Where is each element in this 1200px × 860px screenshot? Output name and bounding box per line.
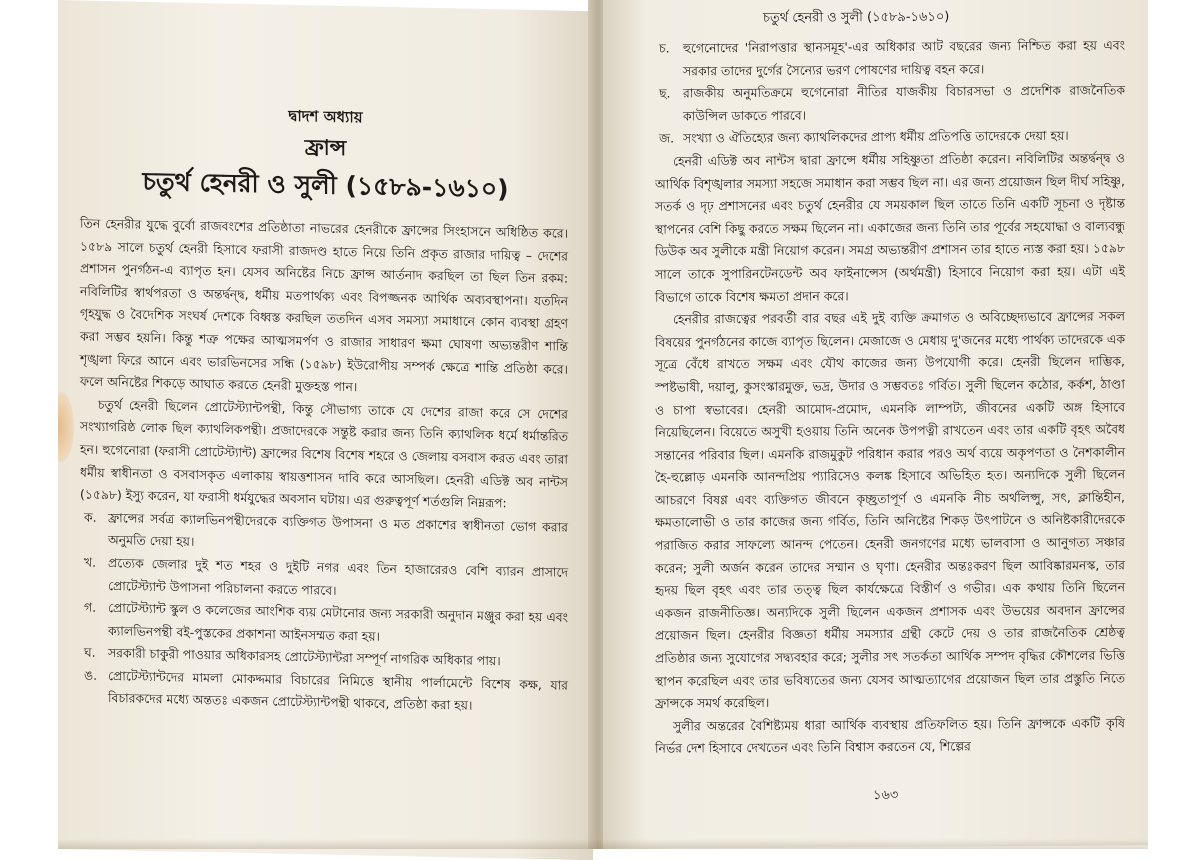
list-marker: জ. (659, 130, 675, 146)
left-body-text (80, 212, 568, 719)
list-item-text: প্রোটেস্ট্যান্টদের মামলা মোকদ্দমার বিচারের নিমিত্তে স্থানীয় পার্লামেন্টে বিশেষ কক্ষ, যার বিচারকদের মধ্যে অন্ততঃ একজন প্রোটেস্ট্যান্টপন্থী থাকবে, প্রতিষ্ঠা করা হয়। (108, 667, 568, 714)
list-marker: ছ. (659, 85, 671, 101)
list-item (655, 125, 1125, 151)
list-marker: ঙ. (84, 667, 98, 683)
chapter-title: চতুর্থ হেনরী ও সুলী (১৫৮৯-১৬১০) (142, 166, 509, 204)
list-marker: খ. (84, 554, 97, 570)
book-spread (58, 0, 1148, 849)
list-item-text: ফ্রান্সের সর্বত্র ক্যালভিনপন্থীদেরকে ব্যক্তিগত উপাসনা ও মত প্রকাশের স্বাধীনতা ভোগ করার অনুমতি দেয়া হয়। (108, 509, 568, 550)
chapter-number: দ্বাদশ অধ্যায় (288, 106, 363, 127)
list-item (655, 80, 1125, 128)
left-page (58, 0, 593, 860)
paragraph: সুলীর অন্তরের বৈশিষ্ট্যময় ধারা আর্থিক ব্যবস্থায় প্রতিফলিত হয়। তিনি ফ্রান্সকে একটি কৃষি নির্ভর দেশ হিসাবে দেখতেন এবং তিনি বিশ্বাস করতেন যে, শিল্পের (655, 715, 1125, 757)
list-marker: গ. (84, 599, 97, 615)
list-item-text: সংখ্যা ও ঐতিহ্যের জন্য ক্যাথলিকদের প্রাপ্য ধর্মীয় প্রতিপত্তি তাদেরকে দেয়া হয়। (683, 128, 1069, 146)
list-item-text: প্রোটেস্ট্যান্ট স্কুল ও কলেজের আংশিক ব্যয় মেটানোর জন্য সরকারী অনুদান মঞ্জুর করা হয় এবং ক্যালভিনপন্থী বই-পুস্তকের প্রকাশনা আইনসম্মত করা হয়। (108, 600, 568, 644)
list-marker: চ. (659, 40, 670, 56)
edict-clauses-list-continued (655, 34, 1125, 150)
chapter-country: ফ্রান্স (304, 135, 347, 161)
edict-clauses-list (80, 506, 568, 720)
right-page (603, 0, 1148, 849)
page-number: ১৬৩ (873, 787, 899, 804)
list-item-text: প্রত্যেক জেলার দুই শত শহর ও দুইটি নগর এবং তিন হাজারেরও বেশি ব্যারন প্রাসাদে প্রোটেস্ট্যান্ট উপাসনা পরিচালনা করতে পারবে। (108, 554, 568, 598)
paragraph: হেনরী এডিক্ট অব নান্টস দ্বারা ফ্রান্সে ধর্মীয় সহিষ্ণুতা প্রতিষ্ঠা করেন। নবিলিটির অন্তর্দ্বন্দ্ব ও আর্থিক বিশৃঙ্খলার সমস্যা সহজে সমাধান করা সম্ভব ছিল না। এর জন্য প্রয়োজন ছিল দীর্ঘ সহিষ্ণু, সতর্ক ও দৃঢ় প্রশাসনের এবং চতুর্থ হেনরীর যে সময়কাল ছিল তাতে তিনি একটি সূচনা ও দৃষ্টান্ত স্থাপনের বেশি কিছু করতে সক্ষম ছিলেন না। একাজের জন্য তিনি তার পূর্বের সহযোদ্ধা ও বাল্যবন্ধু ডিউক অব সুলীকে মন্ত্রী নিয়োগ করেন। সমগ্র অভ্যন্তরীণ প্রশাসন তার হাতে ন্যস্ত করা হয়। ১৫৯৮ সালে তাকে সুপারিনটেনডেন্ট অব ফাইনান্সেস (অর্থমন্ত্রী) হিসাবে নিয়োগ করা হয়। এটা এই বিভাগে তাকে বিশেষ ক্ষমতা প্রদান করে। (655, 150, 1125, 305)
list-item-text: সরকারী চাকুরী পাওয়ার অধিকারসহ প্রোটেস্ট্যান্টরা সম্পূর্ণ নাগরিক অধিকার পায়। (108, 645, 501, 669)
paragraph: তিন হেনরীর যুদ্ধে বুর্বো রাজবংশের প্রতিষ্ঠাতা নাভরের হেনরীকে ফ্রান্সের সিংহাসনে অধিষ্ঠিত করে। ১৫৮৯ সালে চতুর্থ হেনরী হিসাবে ফরাসী রাজদণ্ড হাতে নিয়ে তিনি প্রকৃত রাজার দায়িত্ব – দেশের প্রশাসন পুনর্গঠন-এ ব্যাপৃত হন। যেসব অনিষ্টের নিচে ফ্রান্স আর্তনাদ করছিল তা ছিল তিন রকম: নবিলিটির স্বার্থপরতা ও অন্তর্দ্বন্দ্ব, ধর্মীয় মতপার্থক্য এবং বিপজ্জনক আর্থিক অব্যবস্থাপনা। যতদিন গৃহযুদ্ধ ও বৈদেশিক সংঘর্ষ দেশকে বিধ্বস্ত করছিল ততদিন এসব সমস্যা সমাধানে কোন ব্যবস্থা গ্রহণ করা সম্ভব হয়নি। কিন্তু শত্রু পক্ষের আত্মসমর্পণ ও রাজার সাধারণ ক্ষমা ঘোষণা অভ্যন্তরীণ শান্তি শৃঙ্খলা ফিরে আনে এবং ভারভিনসের সন্ধি (১৫৯৮) ইউরোপীয় সম্পর্ক ক্ষেত্রে শান্তি প্রতিষ্ঠা করে। ফলে অনিষ্টের শিকড়ে আঘাত করতে হেনরী মুক্তহস্ত পান। (80, 215, 568, 395)
right-body-text (655, 34, 1125, 760)
list-item (655, 34, 1125, 82)
list-marker: ঘ. (84, 644, 96, 661)
list-marker: ক. (84, 509, 97, 525)
list-item (80, 664, 568, 719)
list-item-text: হুগেনোদের 'নিরাপত্তার স্থানসমূহ'-এর অধিকার আট বছরের জন্য নিশ্চিত করা হয় এবং সরকার তাদের দুর্গের সৈন্যের ভরণ পোষণের দায়িত্ব বহন করে। (683, 37, 1125, 79)
paragraph: হেনরীর রাজত্বের পরবর্তী বার বছর এই দুই ব্যক্তি ক্রমাগত ও অবিচ্ছেদ্যভাবে ফ্রান্সের সকল বিষয়ের পুনর্গঠনের কাজে ব্যাপৃত ছিলেন। মেজাজে ও মেধায় দু'জনের মধ্যে পার্থক্য তাদেরকে এক সূত্রে বেঁধে রাখতে সক্ষম এবং যৌথ কাজের জন্য উপযোগী করে। হেনরী ছিলেন দাম্ভিক, স্পষ্টভাষী, দয়ালু, কুসংস্কারমুক্ত, ভদ্র, উদার ও সম্ভবতঃ গর্বিত। সুলী ছিলেন কঠোর, কর্কশ, ঠাণ্ডা ও চাপা স্বভাবের। হেনরী আমোদ-প্রমোদ, এমনকি লাম্পট্য, জীবনের একটি অঙ্গ হিসাবে নিয়েছিলেন। বিয়েতে অসুখী হওয়ায় তিনি অনেক উপপত্নী রাখতেন এবং তার একটি বৃহৎ অবৈধ সন্তানের পরিবার ছিল। এমনকি রাজমুকুট পরিধান করার পরও অর্থ ব্যয়ে অকৃপণতা ও নৈশকালীন হৈ-হুল্লোড় এমনকি আনন্দপ্রিয় প্যারিসেও কলঙ্ক হিসাবে অভিহিত হত। অন্যদিকে সুলী ছিলেন আচরণে বিষণ্ণ এবং ব্যক্তিগত জীবনে কৃচ্ছ্রতাপূর্ণ ও এমনকি নীচ অর্থলিপ্সু, সৎ, ক্লান্তিহীন, ক্ষমতালোভী ও তার কাজের জন্য গর্বিত, তিনি অনিষ্টের শিকড় উৎপাটনে ও অনিষ্টকারীদেরকে পরাজিত করার সাফল্যে আনন্দ পেতেন। হেনরী জনগণের মধ্যে ভালবাসা ও আনুগত্য সঞ্চার করেন; সুলী অর্জন করেন তাদের সম্মান ও ঘৃণা। হেনরীর অন্তঃকরণ ছিল আবিষ্কারমনস্ক, তার হৃদয় ছিল বৃহৎ এবং তার তত্ত্ব ছিল কার্যক্ষেত্রে বিস্তীর্ণ ও গভীর। এক কথায় তিনি ছিলেন একজন রাজনীতিজ্ঞ। অন্যদিকে সুলী ছিলেন একজন প্রশাসক এবং উভয়ের অবদান ফ্রান্সের প্রয়োজন ছিল। হেনরীর বিজ্ঞতা ধর্মীয় সমস্যার গ্রন্থী কেটে দেয় ও তার রাজনৈতিক শ্রেষ্ঠত্ব প্রতিষ্ঠার জন্য সুযোগের সদ্ব্যবহার করে; সুলীর সৎ সতর্কতা আর্থিক সম্পদ বৃদ্ধির কৌশলের ভিত্তি স্থাপন করেছিল এবং তার ভবিষ্যতের জন্য যেসব আত্মত্যাগের প্রয়োজন ছিল তার প্রস্তুতি নিতে ফ্রান্সকে সমর্থ করেছিল। (655, 308, 1125, 711)
paragraph: চতুর্থ হেনরী ছিলেন প্রোটেস্ট্যান্টপন্থী, কিন্তু সৌভাগ্য তাকে যে দেশের রাজা করে সে দেশের সংখ্যাগরিষ্ঠ লোক ছিল ক্যাথলিকপন্থী। প্রজাদেরকে সন্তুষ্ট করার জন্য তিনি ক্যাথলিক ধর্মে ধর্মান্তরিত হন। হুগেনোরা (ফরাসী প্রোটেস্ট্যান্ট) ফ্রান্সের বিশেষ বিশেষ শহরে ও জেলায় বসবাস করত এবং তারা ধর্মীয় স্বাধীনতা ও বসবাসকৃত এলাকায় স্বায়ত্তশাসন দাবি করে আসছিল। হেনরী এডিক্ট অব নান্টস (১৫৯৮) ইস্যু করেন, যা ফরাসী ধর্মযুদ্ধের অবসান ঘটায়। এর গুরুত্বপূর্ণ শর্তগুলি নিম্নরূপ: (80, 396, 568, 511)
page-stain (58, 392, 74, 463)
running-head: চতুর্থ হেনরী ও সুলী (১৫৮৯-১৬১০) (763, 9, 950, 26)
list-item-text: রাজকীয় অনুমতিক্রমে হুগেনোরা নীতির যাজকীয় বিচারসভা ও প্রদেশিক রাজনৈতিক কাউন্সিল ডাকতে পারবে। (683, 82, 1125, 124)
page-edge-shadow (58, 839, 1148, 849)
